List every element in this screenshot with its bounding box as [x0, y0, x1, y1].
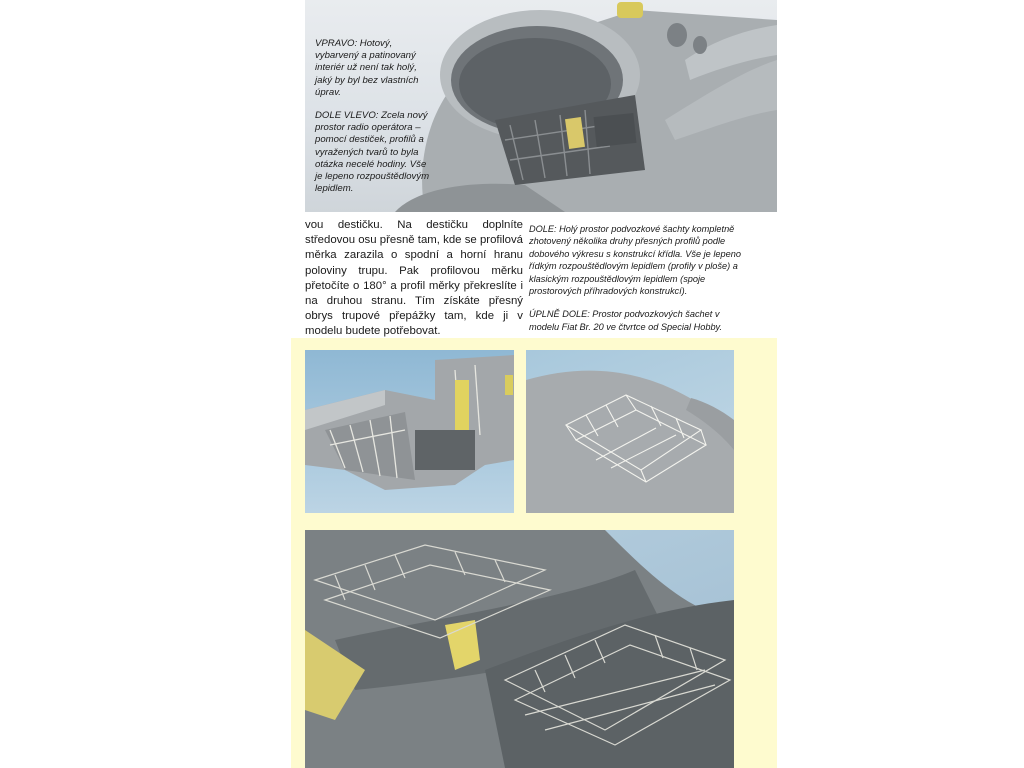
article-body-text: vou destičku. Na destičku doplníte středovou osu přesně tam, kde se profilová měrka zarazila o spodní a horní hranu poloviny trupu. Pak profilovou měrku přetočíte o 180° a profil měrky překreslíte i na druhou stranu. Tím získáte přesný obrys trupové přepážky tam, kde ji v modelu budete potřebovat. [305, 219, 523, 338]
photo-bare-wheel-well [526, 350, 734, 513]
photo-2-illustration [526, 350, 734, 513]
caption-wheel-well: DOLE: Holý prostor podvozkové šachty kompletně zhotovený několika druhy přesných profilů podle dobového výkresu s konstrukcí křídla. Vše je lepeno řídkým rozpouštědlovým lepidlem (profily v ploše) a klasickým rozpouštědlovým lepidlem (spoje prostorových příhradových konstrukcí). [529, 224, 741, 297]
bottom-captions [529, 223, 745, 344]
magazine-page [305, 0, 777, 768]
photo-radio-operator-compartment [305, 350, 514, 513]
photo-1-illustration [305, 350, 514, 513]
caption-fiat-br20: ÚPLNĚ DOLE: Prostor podvozkových šachet v modelu Fiat Br. 20 ve čtvrtce od Special Hobby. [529, 309, 723, 332]
caption-radio-operator: DOLE VLEVO: Zcela nový prostor radio operátora – pomocí destiček, profilů a vyražených tvarů to byla otázka necelé hodiny. Vše je lepeno rozpouštědlovým lepidlem. [315, 110, 430, 195]
top-captions [315, 38, 433, 206]
caption-right-interior: VPRAVO: Hotový, vybarvený a patinovaný interiér už není tak holý, jaký by byl bez vlastních úprav. [315, 38, 419, 98]
top-photo-cockpit-interior [305, 0, 777, 212]
photo-3-illustration [305, 530, 734, 768]
photo-finished-wheel-wells [305, 530, 734, 768]
